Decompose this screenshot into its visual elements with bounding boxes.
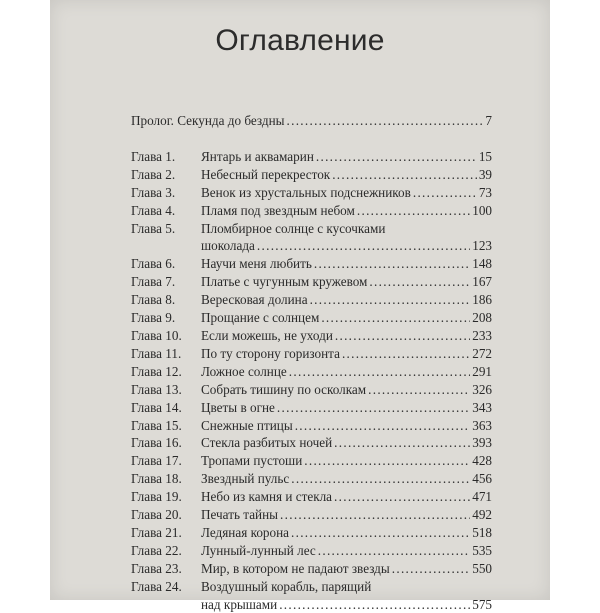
dot-leader bbox=[321, 309, 470, 327]
chapter-title: Собрать тишину по осколкам bbox=[201, 381, 367, 397]
chapter-title-continuation: над крышами bbox=[201, 596, 278, 612]
chapter-number: Глава 22. bbox=[131, 542, 182, 558]
dot-leader bbox=[295, 417, 471, 435]
chapter-number: Глава 16. bbox=[131, 435, 182, 451]
chapter-title: Лунный-лунный лес bbox=[201, 542, 316, 558]
chapter-label bbox=[131, 345, 340, 363]
chapter-number: Глава 24. bbox=[131, 578, 182, 594]
dot-leader bbox=[310, 291, 471, 309]
chapter-page-number: 148 bbox=[472, 256, 492, 272]
toc-entry-chapter bbox=[131, 470, 492, 488]
chapter-number: Глава 6. bbox=[131, 256, 176, 272]
toc-entry-chapter bbox=[131, 148, 492, 166]
chapter-page-number: 123 bbox=[472, 238, 492, 254]
toc-entry-chapter bbox=[131, 488, 492, 506]
toc-entry-chapter bbox=[131, 452, 492, 470]
chapter-label bbox=[131, 273, 367, 291]
chapter-title: Стекла разбитых ночей bbox=[201, 435, 333, 451]
toc-entry-chapter bbox=[131, 255, 492, 273]
dot-leader bbox=[291, 470, 470, 488]
chapter-page-number: 393 bbox=[472, 435, 492, 451]
chapter-page-number: 550 bbox=[472, 560, 492, 576]
chapter-page-number: 291 bbox=[472, 363, 492, 379]
toc-entry-chapter bbox=[131, 506, 492, 524]
chapter-page-number: 492 bbox=[472, 507, 492, 523]
chapter-title: Ложное солнце bbox=[201, 363, 287, 379]
chapter-title: Платье с чугунным кружевом bbox=[201, 274, 368, 290]
chapter-page-number: 208 bbox=[472, 310, 492, 326]
dot-leader bbox=[334, 488, 470, 506]
chapter-label bbox=[131, 506, 278, 524]
book-page bbox=[50, 0, 550, 612]
chapter-number: Глава 11. bbox=[131, 345, 182, 361]
chapter-label bbox=[131, 560, 390, 578]
dot-leader bbox=[413, 184, 477, 202]
dot-leader bbox=[318, 542, 470, 560]
chapter-title: Вересковая долина bbox=[201, 292, 308, 308]
chapter-page-number: 272 bbox=[472, 345, 492, 361]
chapter-label bbox=[131, 202, 355, 220]
chapter-label bbox=[131, 434, 332, 452]
chapter-label bbox=[131, 470, 289, 488]
toc-entry-chapter bbox=[131, 309, 492, 327]
toc-entry-chapter bbox=[131, 560, 492, 578]
dot-leader bbox=[392, 560, 470, 578]
prologue-page-number: 7 bbox=[485, 113, 492, 128]
chapter-number: Глава 8. bbox=[131, 292, 176, 308]
table-of-contents bbox=[131, 112, 492, 613]
chapter-number: Глава 19. bbox=[131, 489, 182, 505]
chapter-label bbox=[131, 309, 319, 327]
dot-leader bbox=[357, 202, 470, 220]
toc-entry-chapter bbox=[131, 399, 492, 417]
toc-entry-chapter-continuation bbox=[131, 596, 492, 613]
chapter-page-number: 15 bbox=[478, 148, 492, 164]
chapter-page-number: 575 bbox=[472, 596, 492, 612]
chapter-number: Глава 10. bbox=[131, 327, 182, 343]
dot-leader bbox=[277, 399, 470, 417]
toc-entry-chapter bbox=[131, 202, 492, 220]
chapter-label bbox=[131, 184, 411, 202]
dot-leader bbox=[342, 345, 470, 363]
chapter-title: Печать тайны bbox=[201, 507, 279, 523]
chapter-number: Глава 13. bbox=[131, 381, 182, 397]
chapter-page-number: 535 bbox=[472, 542, 492, 558]
chapter-number: Глава 4. bbox=[131, 202, 176, 218]
chapter-title: Звездный пульс bbox=[201, 471, 290, 487]
chapter-title: По ту сторону горизонта bbox=[201, 345, 340, 361]
toc-entry-chapter bbox=[131, 345, 492, 363]
chapter-number: Глава 14. bbox=[131, 399, 182, 415]
chapter-label bbox=[131, 542, 316, 560]
chapter-title: Пламя под звездным небом bbox=[201, 202, 355, 218]
chapter-label bbox=[131, 417, 293, 435]
toc-entry-chapter bbox=[131, 381, 492, 399]
chapter-label bbox=[131, 327, 333, 345]
dot-leader bbox=[280, 506, 470, 524]
chapter-number: Глава 9. bbox=[131, 310, 176, 326]
chapter-label bbox=[131, 291, 308, 309]
chapter-page-number: 456 bbox=[472, 471, 492, 487]
chapter-title: Венок из хрустальных подснежников bbox=[201, 184, 411, 200]
chapter-page-number: 326 bbox=[472, 381, 492, 397]
toc-entry-prologue bbox=[131, 112, 492, 130]
chapter-page-number: 233 bbox=[472, 327, 492, 343]
chapter-number: Глава 23. bbox=[131, 560, 182, 576]
chapter-number: Глава 2. bbox=[131, 166, 176, 182]
chapter-page-number: 471 bbox=[472, 489, 492, 505]
dot-leader bbox=[332, 166, 477, 184]
chapter-page-number: 73 bbox=[478, 184, 492, 200]
toc-entry-chapter bbox=[131, 220, 492, 238]
chapter-label bbox=[131, 255, 312, 273]
chapter-page-number: 363 bbox=[472, 417, 492, 433]
chapter-number: Глава 15. bbox=[131, 417, 182, 433]
chapter-label bbox=[131, 488, 332, 506]
dot-leader bbox=[257, 237, 470, 255]
dot-leader bbox=[369, 273, 470, 291]
chapter-label bbox=[131, 399, 275, 417]
chapter-label bbox=[131, 524, 289, 542]
dot-leader bbox=[304, 452, 470, 470]
chapter-label bbox=[131, 381, 366, 399]
dot-leader bbox=[314, 255, 470, 273]
chapter-label bbox=[131, 452, 302, 470]
chapter-label bbox=[131, 578, 371, 596]
chapter-label bbox=[131, 363, 287, 381]
chapter-label bbox=[131, 148, 314, 166]
toc-entry-chapter bbox=[131, 434, 492, 452]
chapter-page-number: 428 bbox=[472, 453, 492, 469]
chapter-title: Ледяная корона bbox=[201, 524, 290, 540]
dot-leader bbox=[289, 363, 470, 381]
chapter-number: Глава 7. bbox=[131, 274, 176, 290]
chapter-number: Глава 18. bbox=[131, 471, 182, 487]
prologue-label: Пролог. Секунда до бездны bbox=[131, 113, 285, 128]
chapter-page-number: 39 bbox=[478, 166, 492, 182]
dot-leader bbox=[335, 327, 470, 345]
chapter-title: Пломбирное солнце с кусочками bbox=[201, 220, 386, 236]
chapter-number: Глава 5. bbox=[131, 220, 176, 236]
chapter-number: Глава 1. bbox=[131, 148, 176, 164]
page-title: Оглавление bbox=[215, 24, 385, 57]
chapter-title: Научи меня любить bbox=[201, 256, 312, 272]
dot-leader bbox=[287, 112, 484, 130]
chapter-title: Цветы в огне bbox=[201, 399, 275, 415]
toc-entry-chapter bbox=[131, 363, 492, 381]
chapter-title: Тропами пустоши bbox=[201, 453, 303, 469]
toc-entry-chapter bbox=[131, 578, 492, 596]
chapter-page-number: 100 bbox=[472, 202, 492, 218]
chapter-number: Глава 21. bbox=[131, 524, 182, 540]
chapter-title: Небо из камня и стекла bbox=[201, 489, 333, 505]
chapter-label bbox=[131, 220, 385, 238]
chapter-title: Прощание с солнцем bbox=[201, 310, 320, 326]
chapter-label bbox=[131, 166, 330, 184]
dot-leader bbox=[368, 381, 470, 399]
chapter-title: Мир, в котором не падают звезды bbox=[201, 560, 390, 576]
chapter-page-number: 186 bbox=[472, 292, 492, 308]
chapter-page-number: 167 bbox=[472, 274, 492, 290]
chapter-list bbox=[131, 148, 492, 613]
chapter-title: Небесный перекресток bbox=[201, 166, 331, 182]
toc-entry-chapter bbox=[131, 542, 492, 560]
dot-leader bbox=[279, 596, 470, 613]
chapter-number: Глава 17. bbox=[131, 453, 182, 469]
chapter-page-number: 343 bbox=[472, 399, 492, 415]
toc-entry-chapter-continuation bbox=[131, 237, 492, 255]
toc-entry-chapter bbox=[131, 166, 492, 184]
chapter-title: Янтарь и аквамарин bbox=[201, 148, 314, 164]
toc-entry-chapter bbox=[131, 417, 492, 435]
chapter-title: Воздушный корабль, парящий bbox=[201, 578, 372, 594]
chapter-title: Снежные птицы bbox=[201, 417, 293, 433]
chapter-number: Глава 3. bbox=[131, 184, 176, 200]
chapter-number: Глава 20. bbox=[131, 507, 182, 523]
dot-leader bbox=[316, 148, 477, 166]
dot-leader bbox=[334, 434, 470, 452]
dot-leader bbox=[291, 524, 470, 542]
chapter-page-number: 518 bbox=[472, 524, 492, 540]
toc-entry-chapter bbox=[131, 524, 492, 542]
chapter-number: Глава 12. bbox=[131, 363, 182, 379]
toc-entry-chapter bbox=[131, 291, 492, 309]
chapter-title-continuation: шоколада bbox=[201, 238, 255, 254]
toc-entry-chapter bbox=[131, 273, 492, 291]
toc-entry-chapter bbox=[131, 184, 492, 202]
chapter-title: Если можешь, не уходи bbox=[201, 327, 333, 343]
toc-entry-chapter bbox=[131, 327, 492, 345]
